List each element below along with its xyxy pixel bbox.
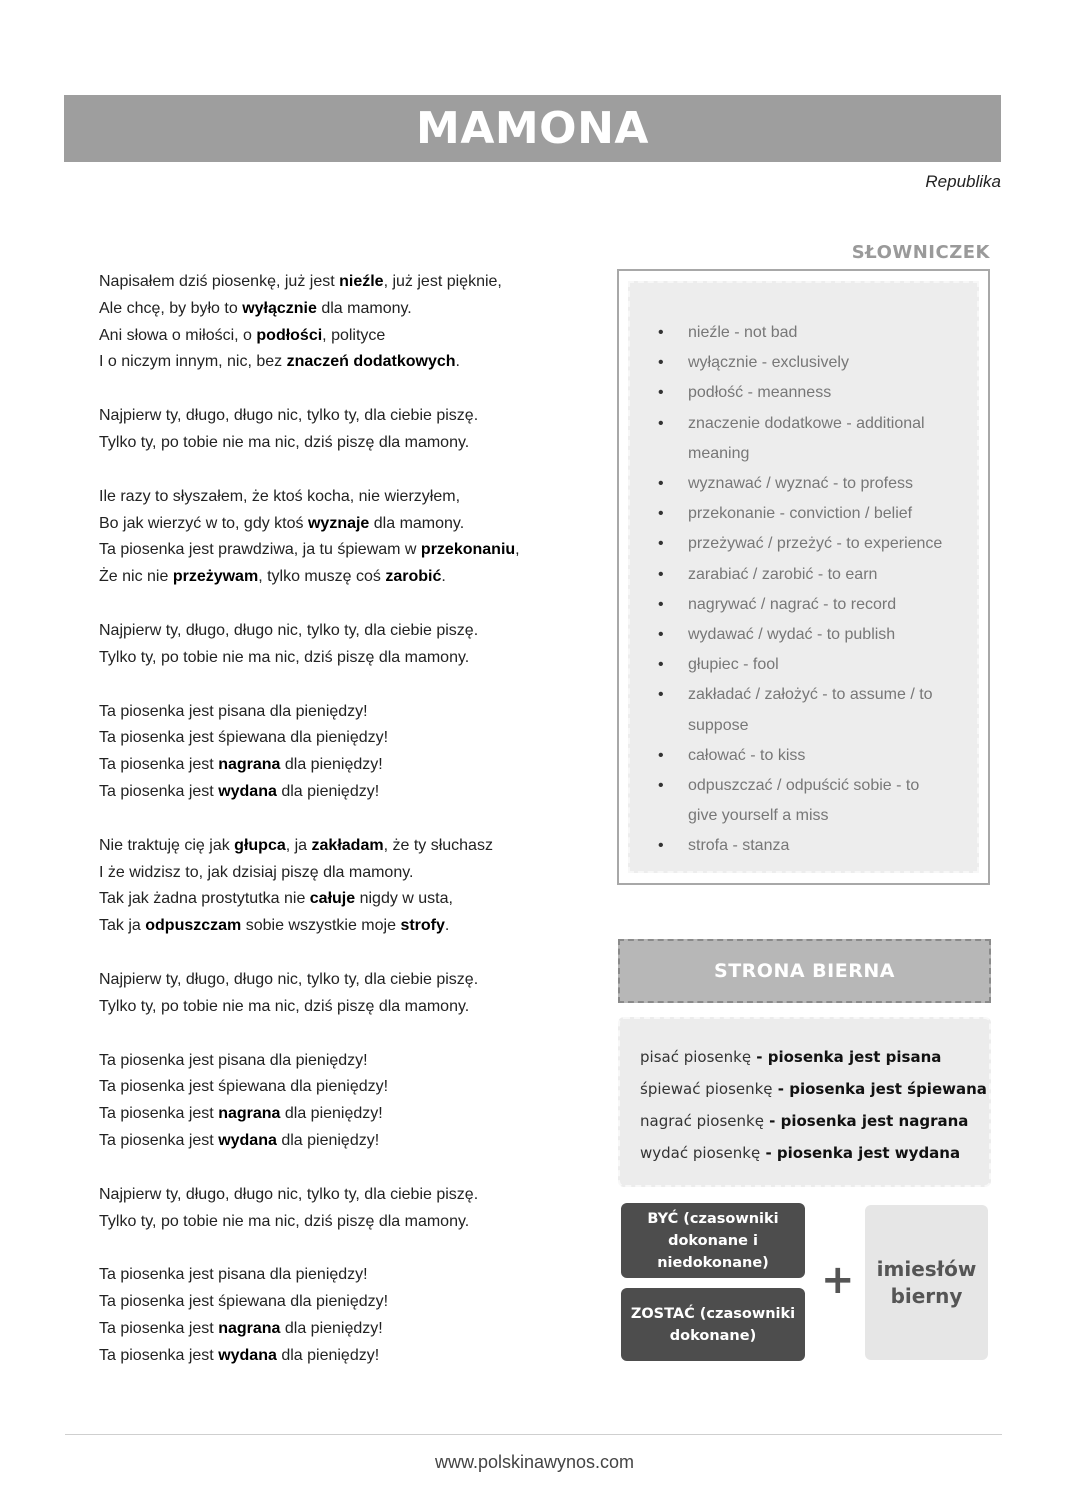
- vocabulary-item: • przekonanie - conviction / belief: [652, 499, 952, 529]
- passive-example: wydać piosenkę - piosenka jest wydana: [640, 1144, 961, 1162]
- lyric-line: Najpierw ty, długo, długo nic, tylko ty, dla ciebie piszę.: [99, 1185, 479, 1203]
- lyric-line: Tak jak żadna prostytutka nie całuje nigdy w usta,: [99, 890, 453, 908]
- artist-name: Republika: [925, 172, 1001, 191]
- lyric-line: Ta piosenka jest śpiewana dla pieniędzy!: [99, 1078, 389, 1096]
- vocabulary-title: SŁOWNICZEK: [851, 242, 990, 263]
- vocabulary-item: • znaczenie dodatkowe - additional meaning: [652, 409, 952, 469]
- plus-icon: +: [821, 1257, 855, 1303]
- zostac-auxiliary-box: ZOSTAĆ (czasowniki dokonane): [621, 1288, 805, 1361]
- refrain: [99, 1262, 579, 1369]
- lyric-line: Ta piosenka jest śpiewana dla pieniędzy!: [99, 729, 389, 747]
- vocabulary-item: • wyznawać / wyznać - to profess: [652, 469, 952, 499]
- lyrics: [99, 269, 579, 1397]
- participle-box: [865, 1205, 988, 1360]
- lyric-line: Ta piosenka jest śpiewana dla pieniędzy!: [99, 1293, 389, 1311]
- stanza: [99, 269, 579, 376]
- lyric-line: Ta piosenka jest pisana dla pieniędzy!: [99, 1266, 368, 1284]
- chorus: [99, 618, 579, 672]
- lyric-line: Ta piosenka jest nagrana dla pieniędzy!: [99, 1105, 383, 1123]
- lyric-line: Tylko ty, po tobie nie ma nic, dziś piszę dla mamony.: [99, 997, 470, 1015]
- lyric-line: Nie traktuję cię jak głupca, ja zakładam, że ty słuchasz: [99, 836, 493, 854]
- lyric-line: I o niczym innym, nic, bez znaczeń dodatkowych.: [99, 353, 460, 371]
- lyric-line: Ani słowa o miłości, o podłości, polityce: [99, 326, 386, 344]
- vocabulary-item: • przeżywać / przeżyć - to experience: [652, 529, 952, 559]
- passive-example: nagrać piosenkę - piosenka jest nagrana: [640, 1112, 969, 1130]
- lyric-line: Najpierw ty, długo, długo nic, tylko ty, dla ciebie piszę.: [99, 407, 479, 425]
- lyric-line: Ta piosenka jest nagrana dla pieniędzy!: [99, 756, 383, 774]
- vocabulary-item: • całować - to kiss: [652, 741, 952, 771]
- lyric-line: Najpierw ty, długo, długo nic, tylko ty, dla ciebie piszę.: [99, 970, 479, 988]
- lyric-line: Tylko ty, po tobie nie ma nic, dziś piszę dla mamony.: [99, 433, 470, 451]
- passive-voice-header: [618, 939, 991, 1003]
- lyric-line: Ale chcę, by było to wyłącznie dla mamony.: [99, 299, 412, 317]
- lyric-line: Ta piosenka jest wydana dla pieniędzy!: [99, 1346, 380, 1364]
- vocabulary-item: • zakładać / założyć - to assume / to suppose: [652, 680, 952, 740]
- passive-example: śpiewać piosenkę - piosenka jest śpiewana: [640, 1080, 987, 1098]
- lyric-line: Ta piosenka jest pisana dla pieniędzy!: [99, 702, 368, 720]
- chorus: [99, 1182, 579, 1236]
- vocabulary-item: • głupiec - fool: [652, 650, 952, 680]
- lyric-line: Ta piosenka jest prawdziwa, ja tu śpiewam w przekonaniu,: [99, 541, 520, 559]
- page-title: MAMONA: [416, 103, 649, 154]
- passive-voice-title: STRONA BIERNA: [714, 960, 895, 982]
- byc-auxiliary-box: BYĆ (czasowniki dokonane i niedokonane): [621, 1203, 805, 1278]
- lyric-line: Ta piosenka jest nagrana dla pieniędzy!: [99, 1319, 383, 1337]
- lyric-line: Ta piosenka jest pisana dla pieniędzy!: [99, 1051, 368, 1069]
- vocabulary-item: • nieźle - not bad: [652, 318, 952, 348]
- vocabulary-item: • nagrywać / nagrać - to record: [652, 590, 952, 620]
- stanza: [99, 484, 579, 591]
- vocabulary-panel: [628, 281, 979, 873]
- footer-url: www.polskinawynos.com: [434, 1452, 635, 1472]
- title-banner: [64, 95, 1001, 162]
- refrain: [99, 699, 579, 806]
- vocabulary-list: [652, 318, 952, 862]
- lyric-line: Napisałem dziś piosenkę, już jest nieźle, już jest pięknie,: [99, 273, 502, 290]
- lyric-line: Bo jak wierzyć w to, gdy ktoś wyznaje dla mamony.: [99, 514, 465, 532]
- vocabulary-item: • strofa - stanza: [652, 831, 952, 861]
- vocabulary-item: • podłość - meanness: [652, 378, 952, 408]
- vocabulary-box: [617, 269, 990, 885]
- lyric-line: Tylko ty, po tobie nie ma nic, dziś piszę dla mamony.: [99, 648, 470, 666]
- vocabulary-item: • zarabiać / zarobić - to earn: [652, 560, 952, 590]
- lyric-line: Najpierw ty, długo, długo nic, tylko ty, dla ciebie piszę.: [99, 621, 479, 639]
- passive-examples-box: [618, 1017, 991, 1187]
- lyric-line: I że widzisz to, jak dzisiaj piszę dla mamony.: [99, 863, 414, 881]
- lyric-line: Ta piosenka jest wydana dla pieniędzy!: [99, 1131, 380, 1149]
- lyric-line: Ta piosenka jest wydana dla pieniędzy!: [99, 782, 380, 800]
- lyric-line: Tak ja odpuszczam sobie wszystkie moje strofy.: [99, 917, 450, 935]
- refrain: [99, 1048, 579, 1155]
- participle-label: imiesłów bierny: [876, 1256, 977, 1308]
- vocabulary-item: • wydawać / wydać - to publish: [652, 620, 952, 650]
- stanza: [99, 833, 579, 940]
- passive-examples-list: [640, 1041, 987, 1169]
- vocabulary-item: • wyłącznie - exclusively: [652, 348, 952, 378]
- passive-example: pisać piosenkę - piosenka jest pisana: [640, 1048, 942, 1066]
- chorus: [99, 403, 579, 457]
- chorus: [99, 967, 579, 1021]
- lyric-line: Ile razy to słyszałem, że ktoś kocha, nie wierzyłem,: [99, 487, 461, 505]
- lyric-line: Tylko ty, po tobie nie ma nic, dziś piszę dla mamony.: [99, 1212, 470, 1230]
- lyric-line: Że nic nie przeżywam, tylko muszę coś zarobić.: [99, 568, 446, 586]
- vocabulary-item: • odpuszczać / odpuścić sobie - to give yourself a miss: [652, 771, 952, 831]
- footer-divider: [65, 1434, 1002, 1435]
